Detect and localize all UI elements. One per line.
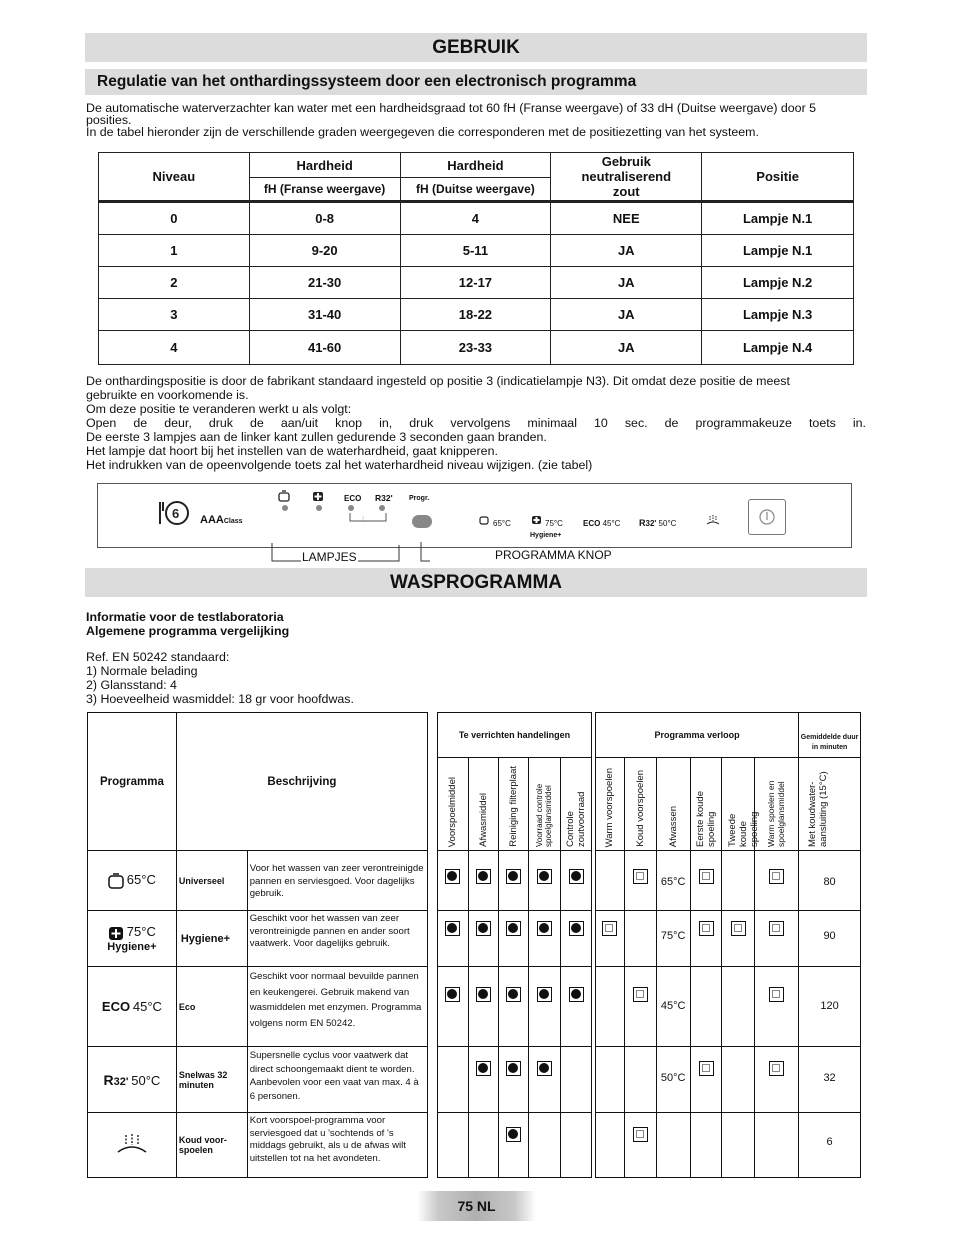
indicator-lamp-1	[282, 505, 288, 511]
check-open-icon	[633, 987, 648, 1002]
cell-temp: 45°C	[656, 967, 690, 1047]
program-icon-label: ECO	[101, 999, 131, 1014]
cell: 18-22	[400, 299, 551, 331]
program-desc: Geschikt voor normaal bevuilde pannen en keukengerei. Gebruik makend van wasmiddelen met enzymen. Programma volgens norm EN 50242.	[247, 967, 427, 1047]
cell: 4	[400, 202, 551, 235]
header-handelingen: Te verrichten handelingen	[438, 713, 592, 758]
col-warm-spoelen	[755, 758, 799, 851]
check-open-icon	[699, 1061, 714, 1076]
check-filled-icon	[506, 921, 521, 936]
check-filled-icon	[537, 1061, 552, 1076]
col-label: Controle zoutvoorraad	[565, 791, 588, 847]
cell	[438, 967, 469, 1047]
check-filled-icon	[506, 869, 521, 884]
cell	[561, 851, 592, 911]
header-niveau: Niveau	[99, 153, 250, 202]
table-row	[88, 851, 428, 911]
check-open-icon	[769, 987, 784, 1002]
lab-info-item: 2) Glansstand: 4	[86, 678, 177, 692]
check-filled-icon	[445, 987, 460, 1002]
col-tweede-koude-spoeling	[722, 758, 761, 851]
intro-line: In de tabel hieronder zijn de verschillende graden weergegeven die corresponderen met de positiezetting van het systeem.	[86, 125, 759, 139]
program-name: Universeel	[176, 851, 247, 911]
cell	[529, 911, 561, 967]
hygiene-pot-icon	[312, 489, 324, 502]
bracket-prewash-icon	[348, 512, 388, 524]
col-label: Met koudwater-aansluiting (15°C)	[807, 771, 830, 847]
col-label: Tweede koude spoeling	[727, 811, 761, 847]
program-65: 65°C	[493, 519, 511, 528]
table-row	[596, 911, 861, 967]
body-line: Het indrukken van de opeenvolgende toets zal het waterhardheid niveau wijzigen. (zie tabel)	[86, 458, 593, 472]
cell	[596, 1113, 625, 1178]
page-number-badge	[417, 1191, 536, 1221]
cell: 41-60	[249, 331, 400, 365]
intro-line: posities.	[86, 113, 132, 127]
cell: JA	[551, 299, 702, 331]
table-row	[438, 1113, 592, 1178]
program-temp: 75°C	[126, 923, 156, 939]
cell: 9-20	[249, 235, 400, 267]
table-row	[99, 235, 854, 267]
intro-text	[86, 101, 872, 139]
check-open-icon	[769, 869, 784, 884]
cell	[596, 1047, 625, 1113]
lab-info-subtitle: Algemene programma vergelijking	[86, 624, 290, 638]
program-desc: Supersnelle cyclus voor vaatwerk dat direct schoongemaakt dient te worden. Aanbevolen voor een vaat van max. 4 à 6 personen.	[247, 1047, 427, 1113]
energy-class-main: AAA	[200, 514, 224, 526]
program-table-handelingen	[437, 712, 592, 1178]
cell	[438, 911, 469, 967]
cell	[529, 1047, 561, 1113]
col-koud-voorspoelen	[624, 758, 656, 851]
cell: 2	[99, 267, 250, 299]
program-icon-snelwas	[88, 1047, 177, 1113]
cell: Lampje N.1	[702, 235, 854, 267]
cell	[690, 911, 722, 967]
cell-temp: 75°C	[656, 911, 690, 967]
cell	[498, 911, 529, 967]
cell	[498, 851, 529, 911]
program-temp: 45°C	[132, 999, 162, 1014]
cell	[690, 851, 722, 911]
check-filled-icon	[537, 921, 552, 936]
col-koudwater	[799, 758, 861, 851]
check-open-icon	[699, 921, 714, 936]
lampjes-label: LAMPJES	[302, 550, 357, 564]
program-desc: Voor het wassen van zeer verontreinigde pannen en serviesgoed. Voor dagelijks gebruik.	[247, 851, 427, 911]
check-filled-icon	[506, 987, 521, 1002]
r32-label	[375, 493, 393, 503]
program-table-verloop	[595, 712, 861, 1178]
cell	[498, 1113, 529, 1178]
header-beschrijving: Beschrijving	[176, 713, 427, 851]
energy-class-sub: Class	[223, 518, 243, 525]
check-filled-icon	[569, 869, 584, 884]
program-name: Koud voor-spoelen	[176, 1113, 247, 1178]
cell	[561, 967, 592, 1047]
lab-info-item: 1) Normale belading	[86, 664, 198, 678]
cell: 5-11	[400, 235, 551, 267]
header-verloop: Programma verloop	[596, 713, 799, 758]
section-title-gebruik: GEBRUIK	[85, 33, 867, 62]
program-icon-eco	[88, 967, 177, 1047]
col-label: Voorraad controle spoelglansmiddel	[534, 783, 553, 847]
power-button[interactable]	[748, 499, 786, 535]
col-label: Koud voorspoelen	[634, 770, 646, 847]
col-afwassen	[656, 758, 690, 851]
body-line: Open de deur, druk de aan/uit knop in, druk vervolgens minimaal 10 sec. de programmakeuze toets in.	[86, 416, 866, 430]
pot-icon	[108, 873, 124, 889]
col-eerste-koude-spoeling	[690, 758, 722, 851]
cell	[624, 1113, 656, 1178]
program-hygiene-label: Hygiene+	[530, 532, 562, 539]
lab-info	[86, 610, 354, 706]
check-open-icon	[769, 921, 784, 936]
check-filled-icon	[506, 1127, 521, 1142]
program-r3250-a: 32'	[645, 519, 657, 528]
col-label: Reiniging filterplaat	[507, 766, 519, 847]
program-icon-koud	[88, 1113, 177, 1178]
page-number: 75 NL	[457, 1198, 496, 1214]
cell	[468, 911, 498, 967]
lab-info-item: 3) Hoeveelheid wasmiddel: 18 gr voor hoofdwas.	[86, 692, 354, 706]
program-r3250	[639, 518, 676, 528]
programma-knop-label: PROGRAMMA KNOP	[495, 548, 612, 562]
check-open-icon	[699, 869, 714, 884]
cell: 0-8	[249, 202, 400, 235]
cell	[624, 911, 656, 967]
cell: 1	[99, 235, 250, 267]
pot-icon	[278, 490, 290, 502]
body-line: De eerste 3 lampjes aan de linker kant zullen gedurende 3 seconden gaan branden.	[86, 430, 547, 444]
cell: Lampje N.3	[702, 299, 854, 331]
cell	[468, 967, 498, 1047]
header-hardheid-fh: Hardheid	[249, 153, 400, 178]
program-desc: Kort voorspoel-programma voor serviesgoed dat u 'sochtends of 's middags gebruikt, als u de afwas wilt uitstellen tot na het avondeten.	[247, 1113, 427, 1178]
body-line: gebruikte en voorkomende is.	[86, 388, 249, 402]
table-row	[99, 331, 854, 365]
cell: 3	[99, 299, 250, 331]
header-gebruik: Gebruik neutraliserend zout	[551, 153, 702, 202]
header-dh: fH (Duitse weergave)	[400, 178, 551, 202]
r32-text: 32'	[381, 493, 393, 503]
header-positie: Positie	[702, 153, 854, 202]
check-filled-icon	[569, 987, 584, 1002]
cell: 12-17	[400, 267, 551, 299]
cell: Lampje N.1	[702, 202, 854, 235]
check-open-icon	[769, 1061, 784, 1076]
check-open-icon	[731, 921, 746, 936]
cold-prewash-icon	[114, 1132, 150, 1156]
col-warm-voorspoelen	[596, 758, 625, 851]
cell	[624, 1047, 656, 1113]
lab-info-title: Informatie voor de testlaboratoria	[86, 610, 284, 624]
table-row	[596, 851, 861, 911]
col-label: Afwasmiddel	[477, 793, 489, 847]
table-row	[88, 967, 428, 1047]
cell	[755, 1047, 799, 1113]
cell: 23-33	[400, 331, 551, 365]
header-programma: Programma	[88, 713, 177, 851]
indicator-lamp-2	[316, 505, 322, 511]
section-title-wasprogramma: WASPROGRAMMA	[85, 568, 867, 597]
program-icon-label: Hygiene+	[107, 941, 157, 954]
cell	[755, 851, 799, 911]
indicator-lamp-3	[348, 505, 354, 511]
cell: 0	[99, 202, 250, 235]
program-button[interactable]	[412, 515, 432, 528]
table-row	[438, 967, 592, 1047]
cell	[722, 851, 755, 911]
col-label: Voorspoelmiddel	[447, 776, 459, 847]
cell: 4	[99, 331, 250, 365]
cell	[755, 967, 799, 1047]
pot-65-icon	[479, 515, 489, 525]
subheader: Regulatie van het onthardingssysteem door een electronisch programma	[85, 69, 867, 95]
program-icon-hygiene	[88, 911, 177, 967]
cell	[529, 1113, 561, 1178]
col-voorspoelmiddel	[438, 758, 469, 851]
program-icon-universeel	[88, 851, 177, 911]
check-open-icon	[633, 869, 648, 884]
cell	[624, 967, 656, 1047]
lab-info-ref: Ref. EN 50242 standaard:	[86, 650, 230, 664]
cell	[561, 911, 592, 967]
cell	[755, 911, 799, 967]
cell	[690, 967, 722, 1047]
col-label: Warm spoelen en spoelglansmiddel	[765, 780, 786, 847]
cell	[529, 851, 561, 911]
cell-temp: 50°C	[656, 1047, 690, 1113]
body-line: Het lampje dat hoort bij het instellen van de waterhardheid, gaat knipperen.	[86, 444, 498, 458]
col-afwasmiddel	[468, 758, 498, 851]
cell-temp: 65°C	[656, 851, 690, 911]
program-name: Snelwas 32 minuten	[176, 1047, 247, 1113]
check-filled-icon	[445, 921, 460, 936]
col-spoelglans	[529, 758, 561, 851]
cold-prewash-icon	[705, 514, 721, 526]
table-row	[88, 911, 428, 967]
eco-label: ECO	[344, 494, 362, 503]
r-symbol: R	[639, 518, 646, 528]
program-temp: 50°C	[131, 1072, 161, 1088]
cell-duur: 6	[799, 1113, 861, 1178]
cell-duur: 32	[799, 1047, 861, 1113]
cell	[561, 1113, 592, 1178]
check-filled-icon	[537, 869, 552, 884]
body-text	[86, 374, 872, 472]
col-label: Warm voorspoelen	[604, 767, 616, 847]
check-filled-icon	[476, 869, 491, 884]
indicator-lamp-4	[379, 505, 385, 511]
check-filled-icon	[569, 921, 584, 936]
power-icon	[749, 500, 785, 534]
table-row	[99, 267, 854, 299]
cell-duur: 120	[799, 967, 861, 1047]
check-filled-icon	[476, 921, 491, 936]
program-75: 75°C	[545, 519, 563, 528]
cell	[624, 851, 656, 911]
energy-class	[200, 514, 243, 526]
cell	[498, 967, 529, 1047]
col-zout	[561, 758, 592, 851]
cell	[468, 851, 498, 911]
body-line: De onthardingspositie is door de fabrikant standaard ingesteld op positie 3 (indicatielampje N3). Dit omdat deze positie de meest	[86, 374, 790, 388]
check-filled-icon	[445, 869, 460, 884]
cell	[656, 1113, 690, 1178]
cell	[596, 851, 625, 911]
cell	[561, 1047, 592, 1113]
cell	[438, 1047, 469, 1113]
cell	[596, 911, 625, 967]
check-open-icon	[602, 921, 617, 936]
table-row	[438, 1047, 592, 1113]
table-row	[88, 1113, 428, 1178]
cell	[438, 1113, 469, 1178]
cell	[755, 1113, 799, 1178]
cell	[690, 1113, 722, 1178]
program-eco45-a: ECO	[583, 519, 601, 528]
hygiene-pot-icon	[108, 925, 124, 941]
program-eco45-b: 45°C	[602, 519, 621, 528]
check-open-icon	[633, 1127, 648, 1142]
hardness-table	[98, 152, 854, 365]
cell: Lampje N.2	[702, 267, 854, 299]
cell: JA	[551, 235, 702, 267]
header-hardheid-dh: Hardheid	[400, 153, 551, 178]
header-fh: fH (Franse weergave)	[249, 178, 400, 202]
cell: 21-30	[249, 267, 400, 299]
progr-label: Progr.	[409, 495, 430, 502]
cell	[722, 1047, 755, 1113]
program-temp: 65°C	[126, 871, 156, 887]
table-row	[438, 851, 592, 911]
program-desc: Geschikt voor het wassen van zeer verontreinigde pannen en ander soort vaatwerk. Voor dagelijks gebruik.	[247, 911, 427, 967]
body-line: Om deze positie te veranderen werkt u als volgt:	[86, 402, 352, 416]
program-eco45	[583, 519, 620, 528]
col-label: Afwassen	[667, 805, 679, 847]
program-name: Hygiene+	[176, 911, 247, 967]
program-table-left	[87, 712, 428, 1178]
table-row	[596, 967, 861, 1047]
cell: JA	[551, 267, 702, 299]
cell	[690, 1047, 722, 1113]
cell	[722, 1113, 755, 1178]
col-filterplaat	[498, 758, 529, 851]
check-filled-icon	[506, 1061, 521, 1076]
cell	[498, 1047, 529, 1113]
cell	[722, 967, 755, 1047]
intro-line: De automatische waterverzachter kan water met een hardheidsgraad tot 60 fH (Franse weergave) of 33 dH (Duitse weergave) door 5	[86, 101, 817, 115]
cell	[596, 967, 625, 1047]
table-row	[438, 911, 592, 967]
col-label: Eerste koude spoeling	[695, 791, 718, 847]
control-panel	[97, 483, 852, 548]
table-row	[99, 299, 854, 331]
hygiene-75-icon	[531, 514, 542, 525]
check-filled-icon	[537, 987, 552, 1002]
table-row	[596, 1113, 861, 1178]
cell: Lampje N.4	[702, 331, 854, 365]
table-row	[88, 1047, 428, 1113]
check-filled-icon	[476, 1061, 491, 1076]
cell	[529, 967, 561, 1047]
cell: JA	[551, 331, 702, 365]
cell	[468, 1113, 498, 1178]
cell	[722, 911, 755, 967]
program-icon-label: 32'	[113, 1075, 129, 1088]
cell	[468, 1047, 498, 1113]
place-settings-icon	[158, 500, 192, 526]
table-row	[596, 1047, 861, 1113]
cell: 31-40	[249, 299, 400, 331]
cell-duur: 80	[799, 851, 861, 911]
cell: NEE	[551, 202, 702, 235]
svg-text:⫶: ⫶	[362, 515, 364, 524]
cell	[438, 851, 469, 911]
check-filled-icon	[476, 987, 491, 1002]
table-row	[99, 202, 854, 235]
r-symbol: R	[103, 1071, 114, 1088]
program-name: Eco	[176, 967, 247, 1047]
svg-text:6: 6	[172, 506, 180, 521]
header-duur: Gemiddelde duur in minuten	[799, 713, 861, 758]
program-r3250-b: 50°C	[658, 519, 677, 528]
r-symbol: R	[375, 493, 382, 503]
cell-duur: 90	[799, 911, 861, 967]
